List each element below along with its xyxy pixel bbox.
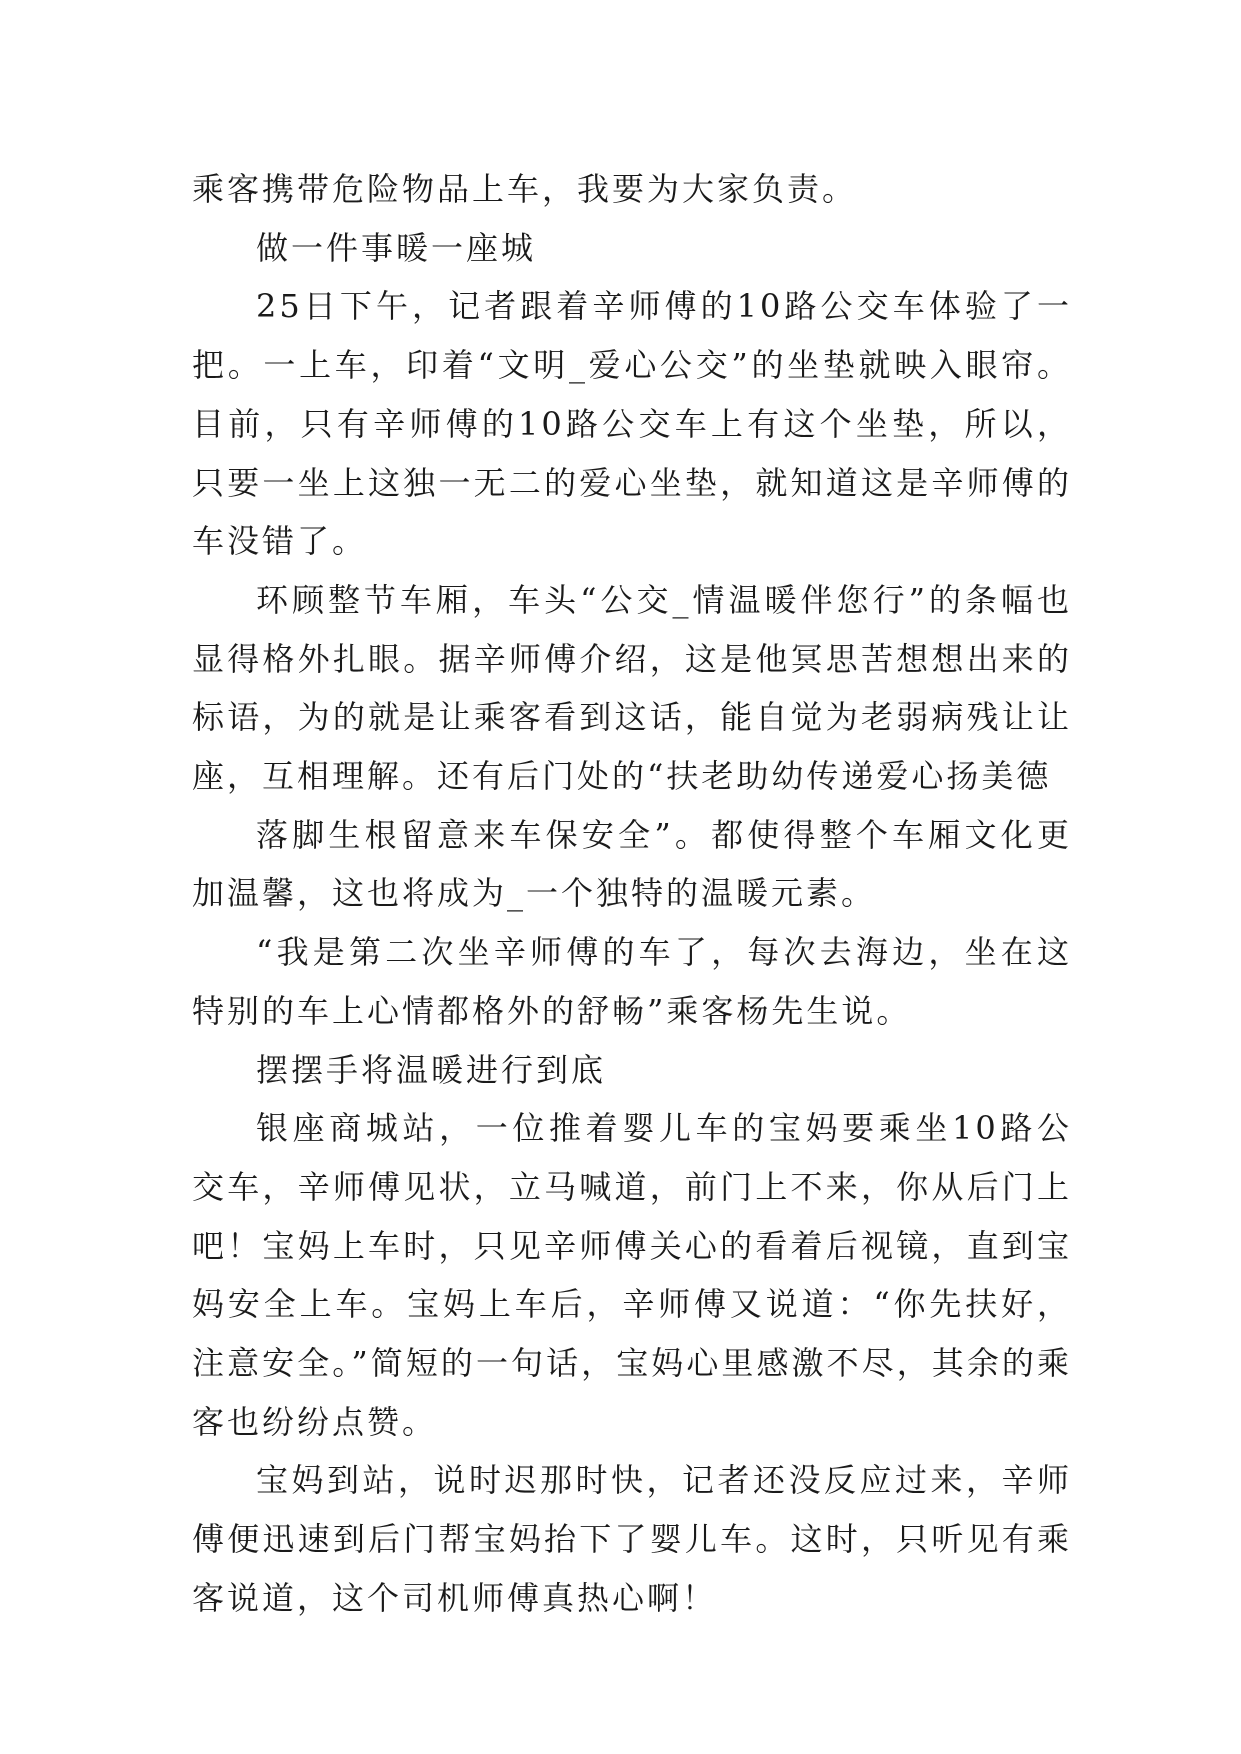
- paragraph-5: “我是第二次坐辛师傅的车了，每次去海边，坐在这特别的车上心情都格外的舒畅”乘客杨先生说。: [192, 933, 1072, 1030]
- document-body: [192, 160, 1072, 1628]
- paragraph-3: 环顾整节车厢，车头“公交_情温暖伴您行”的条幅也显得格外扎眼。据辛师傅介绍，这是他冥思苦想想出来的标语，为的就是让乘客看到这话，能自觉为老弱病残让让座，互相理解。还有后门处的“扶老助幼传递爱心扬美德: [192, 580, 1072, 796]
- paragraph-7: 宝妈到站，说时迟那时快，记者还没反应过来，辛师傅便迅速到后门帮宝妈抬下了婴儿车。这时，只听见有乘客说道，这个司机师傅真热心啊！: [192, 1461, 1072, 1617]
- paragraph-2: 25日下午，记者跟着辛师傅的10路公交车体验了一把。一上车，印着“文明_爱心公交”的坐垫就映入眼帘。目前，只有辛师傅的10路公交车上有这个坐垫，所以，只要一坐上这独一无二的爱心坐垫，就知道这是辛师傅的车没错了。: [192, 287, 1072, 561]
- section-heading-1: 做一件事暖一座城: [256, 228, 537, 267]
- paragraph-6: 银座商城站，一位推着婴儿车的宝妈要乘坐10路公交车，辛师傅见状，立马喊道，前门上不来，你从后门上吧！宝妈上车时，只见辛师傅关心的看着后视镜，直到宝妈安全上车。宝妈上车后，辛师傅又说道：“你先扶好，注意安全。”简短的一句话，宝妈心里感激不尽，其余的乘客也纷纷点赞。: [192, 1109, 1072, 1441]
- paragraph-1: 乘客携带危险物品上车，我要为大家负责。: [192, 170, 858, 208]
- section-heading-2: 摆摆手将温暖进行到底: [256, 1050, 607, 1089]
- paragraph-4: 落脚生根留意来车保安全”。都使得整个车厢文化更加温馨，这也将成为_一个独特的温暖元素。: [192, 815, 1072, 913]
